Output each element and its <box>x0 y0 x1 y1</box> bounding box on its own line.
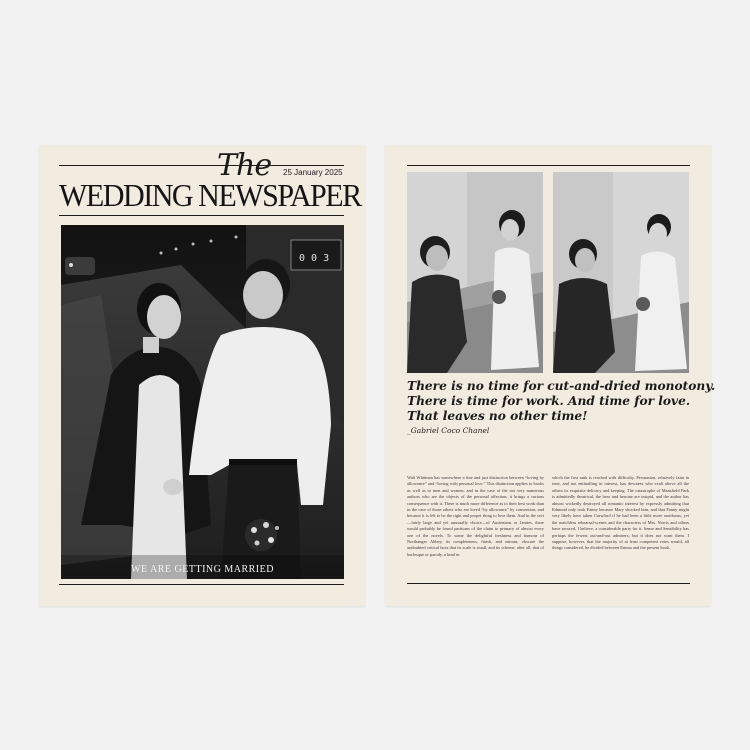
photo-couple-holding-hands-image <box>553 172 689 373</box>
masthead-rule <box>59 215 344 216</box>
inner-bottom-rule <box>407 583 690 584</box>
cover-caption: WE ARE GETTING MARRIED <box>131 564 274 575</box>
masthead-title: WEDDING NEWSPAPER <box>59 177 361 213</box>
newspaper-cover-page <box>39 145 365 606</box>
top-rule <box>59 165 344 166</box>
quote <box>407 379 716 424</box>
newspaper-inner-page <box>385 145 716 606</box>
sign-digits: 0 0 3 <box>299 253 330 264</box>
issue-date: 25 January 2025 <box>283 168 343 177</box>
quote-line-1: There is no time for cut-and-dried monotony. <box>407 379 716 393</box>
quote-line-2: There is time for work. And time for love. <box>407 394 691 408</box>
photo-couple-laughing-image <box>407 172 543 373</box>
bottom-rule <box>59 584 344 585</box>
masthead-script-the: The <box>217 148 272 183</box>
quote-line-3: That leaves no other time! <box>407 409 588 423</box>
photo-couple-laughing <box>407 172 543 373</box>
article-column-left: Walt Whitman has somewhere a fine and just distinction between “loving by allowance” and “loving with personal love.” This distinction applies to books as well as to men and women; and in the case of the not very numerous authors who are the objects of the personal affection, it brings a curious consequence with it. There is much more difference as to their best work than in the case of those others who are loved “by allowance” by convention, and because it is felt to be the right and proper thing to love them. And in the sect—fairly large and yet unusually choice—of Austenians or Janites, there would probably be found partisans of the claim to primacy of almost every one of the novels. To some the delightful freshness and humour of Northanger Abbey, its completeness, finish, and entrain, obscure the undoubted critical facts that its scale is small, and its scheme, after all, that of burlesque or parody, a kind in <box>407 475 544 557</box>
photo-couple-holding-hands <box>553 172 689 373</box>
inner-top-rule <box>407 165 690 166</box>
quote-attribution: _Gabriel Coco Chanel <box>407 426 490 435</box>
article-column-right: which the first rank is reached with difficulty. Persuasion, relatively faint in tone, and not enthralling in interest, has devotees who exalt above all the others its exquisite delicacy and keeping. The catastrophe of Mansfield Park is admittedly theatrical, the hero and heroine are insipid, and the author has almost wickedly destroyed all romantic interest by expressly admitting that Edmund only took Fanny because Mary shocked him, and that Fanny might very likely have taken Crawford if he had been a little more assiduous; yet the matchless rehearsal-scenes and the characters of Mrs. Norris and others have secured, I believe, a considerable party for it. Sense and Sensibility has perhaps the fewest out-and-out admirers; but it does not want them. I suppose, however, that the majority of at least competent votes would, all things considered, be divided between Emma and the present book. <box>552 475 689 551</box>
cover-photo <box>61 225 344 579</box>
couple-walking-photo <box>61 225 344 579</box>
